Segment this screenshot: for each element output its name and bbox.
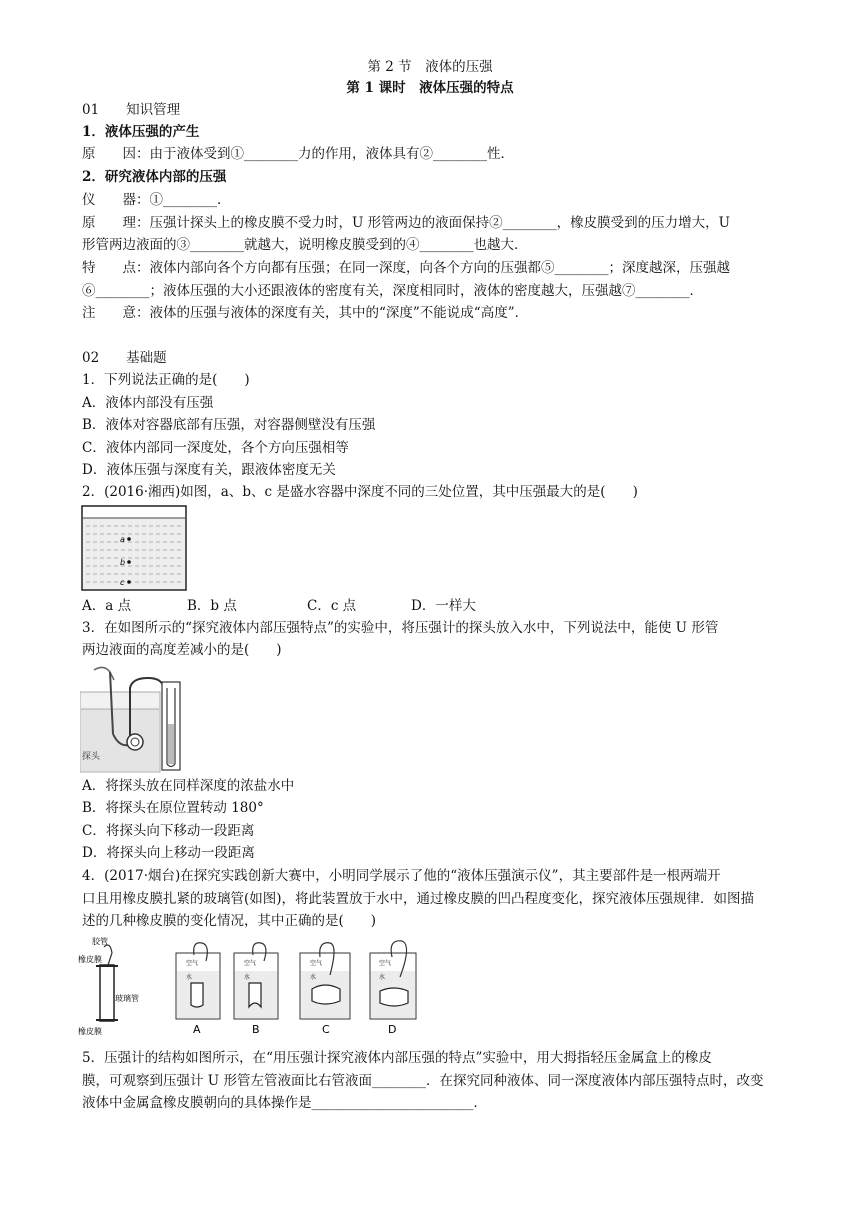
q1-option-d: D．液体压强与深度有关，跟液体密度无关 bbox=[82, 462, 336, 478]
option-d-beaker bbox=[370, 941, 416, 1036]
q1-option-b: B．液体对容器底部有压强，对容器侧壁没有压强 bbox=[82, 417, 376, 433]
point-c-label: c bbox=[120, 578, 125, 587]
q3-stem-1: 3．在如图所示的“探究液体内部压强特点”的实验中，将压强计的探头放入水中，下列说法中，能使 U 形管 bbox=[82, 620, 719, 636]
q3-pressure-gauge-figure bbox=[80, 664, 185, 774]
q5-line-1: 5．压强计的结构如图所示，在“用压强计探究液体内部压强的特点”实验中，用大拇指轻压金属盒上的橡皮 bbox=[82, 1050, 712, 1066]
option-d-label: D bbox=[388, 1023, 397, 1036]
q4-stem-1: 4．(2017·烟台)在探究实践创新大赛中，小明同学展示了他的“液体压强演示仪”，其主要部件是一根两端开 bbox=[82, 868, 721, 884]
q2-option-b: B．b 点 bbox=[187, 598, 237, 614]
air-label: 空气 bbox=[379, 960, 392, 967]
q2-option-d: D．一样大 bbox=[411, 598, 476, 614]
q1-option-a: A．液体内部没有压强 bbox=[82, 395, 214, 411]
principle-line-2: 形管两边液面的③________就越大，说明橡皮膜受到的④________也越大． bbox=[82, 237, 528, 253]
water-label: 水 bbox=[379, 974, 386, 981]
feature-line-1: 特 点：液体内部向各个方向都有压强；在同一深度，向各个方向的压强都⑤________；深度越深，压强越 bbox=[82, 260, 730, 276]
q2-option-c: C．c 点 bbox=[307, 598, 357, 614]
glass-tube-label: 玻璃管 bbox=[115, 994, 139, 1003]
option-c-label: C bbox=[322, 1023, 330, 1036]
q5-line-3: 液体中金属盒橡皮膜朝向的具体操作是________________________． bbox=[82, 1095, 487, 1111]
q5-line-2: 膜，可观察到压强计 U 形管左管液面比右管液面________．在探究同种液体、同一深度液体内部压强特点时，改变 bbox=[82, 1073, 764, 1089]
principle-line-1: 原 理：压强计探头上的橡皮膜不受力时，U 形管两边的液面保持②________，橡皮膜受到的压力增大，U bbox=[82, 215, 731, 231]
section-title: 第 2 节 液体的压强 bbox=[367, 59, 493, 75]
option-a-beaker bbox=[176, 943, 220, 1036]
water-label: 水 bbox=[244, 974, 251, 981]
part2-heading: 02 基础题 bbox=[82, 350, 167, 366]
point-a-label: a bbox=[120, 535, 125, 544]
air-label: 空气 bbox=[186, 960, 199, 967]
q4-membrane-figure bbox=[78, 935, 418, 1040]
q3-stem-2: 两边液面的高度差减小的是( ) bbox=[82, 642, 282, 658]
air-label: 空气 bbox=[310, 960, 323, 967]
option-b-beaker bbox=[234, 943, 278, 1036]
feature-line-2: ⑥________；液体压强的大小还跟液体的密度有关，深度相同时，液体的密度越大，压强越⑦________． bbox=[82, 283, 703, 299]
q2-water-container-figure bbox=[80, 504, 190, 594]
water-label: 水 bbox=[310, 974, 317, 981]
q2-option-a: A．a 点 bbox=[82, 598, 132, 614]
q3-option-a: A．将探头放在同样深度的浓盐水中 bbox=[82, 778, 295, 794]
note-line: 注 意：液体的压强与液体的深度有关，其中的“深度”不能说成“高度”． bbox=[82, 305, 529, 321]
option-b-label: B bbox=[252, 1023, 260, 1036]
q3-option-d: D．将探头向上移动一段距离 bbox=[82, 845, 255, 861]
water-label: 水 bbox=[186, 974, 193, 981]
membrane-bottom-label: 橡皮膜 bbox=[78, 1027, 102, 1036]
q3-option-b: B．将探头在原位置转动 180° bbox=[82, 800, 264, 816]
instrument-line: 仪 器：①________． bbox=[82, 192, 231, 208]
option-a-label: A bbox=[193, 1023, 201, 1036]
q4-stem-3: 述的几种橡皮膜的变化情况，其中正确的是( ) bbox=[82, 913, 377, 929]
q3-option-c: C．将探头向下移动一段距离 bbox=[82, 823, 255, 839]
membrane-top-label: 橡皮膜 bbox=[78, 955, 102, 964]
option-c-beaker bbox=[300, 943, 350, 1036]
q1-stem: 1．下列说法正确的是( ) bbox=[82, 372, 250, 388]
part1-heading: 01 知识管理 bbox=[82, 102, 181, 118]
topic-2-heading: 2．研究液体内部的压强 bbox=[82, 169, 227, 185]
point-b-label: b bbox=[120, 558, 126, 567]
probe-label: 探头 bbox=[82, 752, 101, 762]
topic-1-heading: 1．液体压强的产生 bbox=[82, 124, 200, 140]
q4-stem-2: 口且用橡皮膜扎紧的玻璃管(如图)，将此装置放于水中，通过橡皮膜的凹凸程度变化，探究液体压强规律．如图描 bbox=[82, 891, 755, 907]
q1-option-c: C．液体内部同一深度处，各个方向压强相等 bbox=[82, 440, 349, 456]
q2-stem: 2．(2016·湘西)如图，a、b、c 是盛水容器中深度不同的三处位置，其中压强最大的是( ) bbox=[82, 484, 638, 500]
cause-line: 原 因：由于液体受到①________力的作用，液体具有②________性． bbox=[82, 146, 514, 162]
air-label: 空气 bbox=[244, 960, 257, 967]
lesson-title: 第 1 课时 液体压强的特点 bbox=[346, 80, 514, 96]
hose-label: 胶管 bbox=[92, 937, 108, 946]
